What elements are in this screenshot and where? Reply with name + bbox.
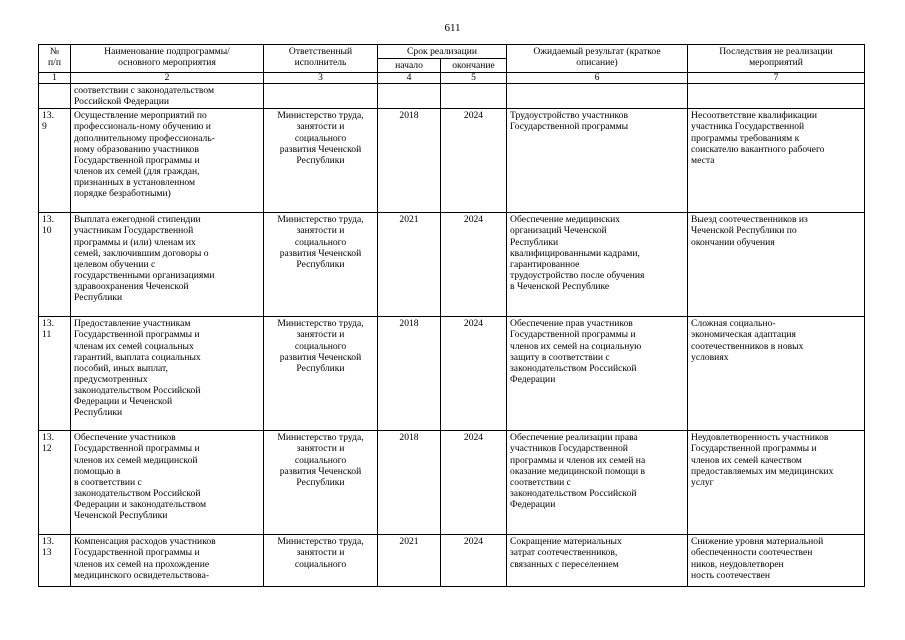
row-num: 13. 13 (39, 535, 71, 587)
row-num: 13. 12 (39, 431, 71, 535)
row-name: Осуществление мероприятий по профессиональ-ному обучению и дополнительному профессиональ- ному образованию участников Государственной программы и членов их семей (для граждан, признанных в установленном порядке безработными) (71, 109, 264, 213)
row-end: 2024 (441, 431, 507, 535)
row-start: 2021 (378, 535, 441, 587)
row-name: Компенсация расходов участников Государственной программы и членов их семей на прохождение медицинского освидетельствова- (71, 535, 264, 587)
table-row (39, 213, 865, 317)
table-row (39, 317, 865, 431)
header-consequences: Последствия не реализации мероприятий (688, 45, 865, 73)
row-name: Выплата ежегодной стипендии участникам Государственной программы и (или) членам их семей, заключившим договоры о целевом обучении с государственными организациями здравоохранения Чеченской Республики (71, 213, 264, 317)
row-start: 2018 (378, 317, 441, 431)
row-executor: Министерство труда, занятости и социального развития Чеченской Республики (264, 317, 378, 431)
row-result: Сокращение материальных затрат соотечественников, связанных с переселением (507, 535, 688, 587)
header-num: № п/п (39, 45, 71, 73)
row-end: 2024 (441, 535, 507, 587)
row-num: 13. 10 (39, 213, 71, 317)
row-consequences: Снижение уровня материальной обеспеченности соотечествен ников, неудовлетворен ность соотечествен (688, 535, 865, 587)
col-number: 2 (71, 73, 264, 84)
row-end: 2024 (441, 109, 507, 213)
row-result: Обеспечение прав участников Государственной программы и членов их семей на социальную защиту в соответствии с законодательством Российской Федерации (507, 317, 688, 431)
measures-table (38, 44, 865, 587)
row-consequences: Выезд соотечественников из Чеченской Республики по окончании обучения (688, 213, 865, 317)
header-row (39, 45, 865, 59)
row-executor: Министерство труда, занятости и социального (264, 535, 378, 587)
col-number: 3 (264, 73, 378, 84)
table-row (39, 431, 865, 535)
row-start: 2018 (378, 431, 441, 535)
page-number: 611 (444, 22, 461, 34)
row-consequences: Сложная социально- экономическая адаптация соотечественников в новых условиях (688, 317, 865, 431)
row-end: 2024 (441, 317, 507, 431)
col-number: 7 (688, 73, 865, 84)
row-name: Обеспечение участников Государственной программы и членов их семей медицинской помощью в в соответствии с законодательством Российской Федерации и законодательством Чеченской Республики (71, 431, 264, 535)
row-executor: Министерство труда, занятости и социального развития Чеченской Республики (264, 431, 378, 535)
row-result: Обеспечение реализации права участников Государственной программы и членов их семей на оказание медицинской помощи в соответствии с законодательством Российской Федерации (507, 431, 688, 535)
header-start: начало (378, 59, 441, 73)
row-num: 13. 11 (39, 317, 71, 431)
row-consequences: Несоответствие квалификации участника Государственной программы требованиям к соискателю вакантного рабочего места (688, 109, 865, 213)
header-name: Наименование подпрограммы/ основного мероприятия (71, 45, 264, 73)
header-period: Срок реализации (378, 45, 507, 59)
continuation-text: соответствии с законодательством Российской Федерации (71, 84, 264, 109)
header-result: Ожидаемый результат (краткое описание) (507, 45, 688, 73)
header-end: окончание (441, 59, 507, 73)
col-number: 5 (441, 73, 507, 84)
header-executor: Ответственный исполнитель (264, 45, 378, 73)
table-row (39, 109, 865, 213)
col-number: 1 (39, 73, 71, 84)
row-end: 2024 (441, 213, 507, 317)
row-start: 2021 (378, 213, 441, 317)
col-number: 6 (507, 73, 688, 84)
col-number: 4 (378, 73, 441, 84)
continuation-row (39, 84, 865, 109)
row-executor: Министерство труда, занятости и социального развития Чеченской Республики (264, 213, 378, 317)
row-name: Предоставление участникам Государственной программы и членам их семей социальных гарантий, выплата социальных пособий, иных выплат, предусмотренных законодательством Российской Федерации и Чеченской Республики (71, 317, 264, 431)
column-numbers-row (39, 73, 865, 84)
row-num: 13. 9 (39, 109, 71, 213)
row-consequences: Неудовлетворенность участников Государственной программы и членов их семей качеством предоставляемых им медицинских услуг (688, 431, 865, 535)
row-result: Трудоустройство участников Государственной программы (507, 109, 688, 213)
row-start: 2018 (378, 109, 441, 213)
table-row (39, 535, 865, 587)
row-result: Обеспечение медицинских организаций Чеченской Республики квалифицированными кадрами, гарантированное трудоустройство после обучения в Чеченской Республике (507, 213, 688, 317)
row-executor: Министерство труда, занятости и социального развития Чеченской Республики (264, 109, 378, 213)
